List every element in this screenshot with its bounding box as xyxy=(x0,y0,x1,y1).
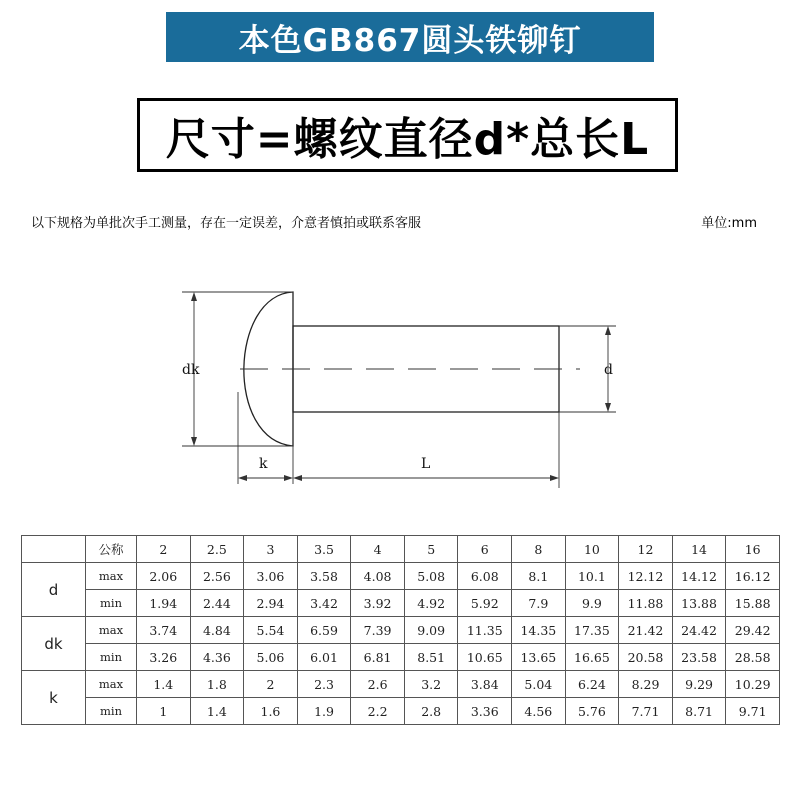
dimension-name-cell: dk xyxy=(22,617,86,671)
value-cell: 15.88 xyxy=(726,590,780,617)
value-cell: 3.26 xyxy=(137,644,191,671)
measurement-note: 以下规格为单批次手工测量，存在一定误差，介意者慎拍或联系客服 xyxy=(31,216,422,231)
nominal-size-cell: 8 xyxy=(512,536,566,563)
value-cell: 2.56 xyxy=(190,563,244,590)
table-row xyxy=(22,698,780,725)
value-cell: 3.06 xyxy=(244,563,298,590)
value-cell: 24.42 xyxy=(672,617,726,644)
value-cell: 4.84 xyxy=(190,617,244,644)
value-cell: 8.51 xyxy=(404,644,458,671)
value-cell: 6.08 xyxy=(458,563,512,590)
rivet-drawing xyxy=(170,280,613,495)
value-cell: 16.65 xyxy=(565,644,619,671)
limit-type-cell: max xyxy=(86,617,137,644)
value-cell: 9.09 xyxy=(404,617,458,644)
value-cell: 17.35 xyxy=(565,617,619,644)
value-cell: 9.29 xyxy=(672,671,726,698)
value-cell: 11.35 xyxy=(458,617,512,644)
nominal-size-cell: 2 xyxy=(137,536,191,563)
value-cell: 6.24 xyxy=(565,671,619,698)
value-cell: 2 xyxy=(244,671,298,698)
limit-type-cell: max xyxy=(86,671,137,698)
value-cell: 12.12 xyxy=(619,563,673,590)
product-title: 本色GB867圆头铁铆钉 xyxy=(166,12,654,62)
limit-type-cell: min xyxy=(86,644,137,671)
table-row xyxy=(22,590,780,617)
value-cell: 3.42 xyxy=(297,590,351,617)
value-cell: 1.6 xyxy=(244,698,298,725)
value-cell: 5.06 xyxy=(244,644,298,671)
limit-type-cell: min xyxy=(86,698,137,725)
value-cell: 5.08 xyxy=(404,563,458,590)
dimension-name-cell: d xyxy=(22,563,86,617)
dk-label: dk xyxy=(182,362,200,378)
value-cell: 1.9 xyxy=(297,698,351,725)
size-definition: 尺寸=螺纹直径d*总长L xyxy=(137,98,678,172)
nominal-size-cell: 12 xyxy=(619,536,673,563)
table-row xyxy=(22,671,780,698)
value-cell: 2.94 xyxy=(244,590,298,617)
value-cell: 4.56 xyxy=(512,698,566,725)
value-cell: 4.92 xyxy=(404,590,458,617)
value-cell: 10.29 xyxy=(726,671,780,698)
limit-type-cell: max xyxy=(86,563,137,590)
value-cell: 21.42 xyxy=(619,617,673,644)
d-label: d xyxy=(604,362,613,378)
table-row xyxy=(22,644,780,671)
value-cell: 6.81 xyxy=(351,644,405,671)
value-cell: 1.8 xyxy=(190,671,244,698)
L-label: L xyxy=(421,456,431,472)
limit-type-cell: min xyxy=(86,590,137,617)
value-cell: 23.58 xyxy=(672,644,726,671)
value-cell: 8.1 xyxy=(512,563,566,590)
value-cell: 3.58 xyxy=(297,563,351,590)
value-cell: 7.71 xyxy=(619,698,673,725)
value-cell: 4.08 xyxy=(351,563,405,590)
value-cell: 14.12 xyxy=(672,563,726,590)
value-cell: 9.9 xyxy=(565,590,619,617)
value-cell: 28.58 xyxy=(726,644,780,671)
nominal-size-cell: 4 xyxy=(351,536,405,563)
value-cell: 2.06 xyxy=(137,563,191,590)
value-cell: 2.8 xyxy=(404,698,458,725)
value-cell: 10.1 xyxy=(565,563,619,590)
value-cell: 14.35 xyxy=(512,617,566,644)
spec-table xyxy=(21,535,780,725)
value-cell: 7.9 xyxy=(512,590,566,617)
value-cell: 5.54 xyxy=(244,617,298,644)
nominal-size-label: 公称 xyxy=(86,536,137,563)
value-cell: 13.88 xyxy=(672,590,726,617)
value-cell: 4.36 xyxy=(190,644,244,671)
dimension-name-cell: k xyxy=(22,671,86,725)
nominal-size-cell: 3.5 xyxy=(297,536,351,563)
value-cell: 13.65 xyxy=(512,644,566,671)
table-row xyxy=(22,617,780,644)
value-cell: 9.71 xyxy=(726,698,780,725)
value-cell: 5.76 xyxy=(565,698,619,725)
k-label: k xyxy=(259,456,268,472)
value-cell: 10.65 xyxy=(458,644,512,671)
value-cell: 5.04 xyxy=(512,671,566,698)
value-cell: 29.42 xyxy=(726,617,780,644)
value-cell: 1.94 xyxy=(137,590,191,617)
value-cell: 2.6 xyxy=(351,671,405,698)
value-cell: 3.92 xyxy=(351,590,405,617)
nominal-size-cell: 3 xyxy=(244,536,298,563)
value-cell: 3.2 xyxy=(404,671,458,698)
nominal-size-cell: 5 xyxy=(404,536,458,563)
value-cell: 20.58 xyxy=(619,644,673,671)
value-cell: 1 xyxy=(137,698,191,725)
unit-label: 单位:mm xyxy=(701,216,757,231)
table-row xyxy=(22,563,780,590)
value-cell: 1.4 xyxy=(190,698,244,725)
table-header-row xyxy=(22,536,780,563)
nominal-size-cell: 14 xyxy=(672,536,726,563)
value-cell: 6.01 xyxy=(297,644,351,671)
value-cell: 7.39 xyxy=(351,617,405,644)
nominal-size-cell: 6 xyxy=(458,536,512,563)
nominal-size-cell: 10 xyxy=(565,536,619,563)
value-cell: 11.88 xyxy=(619,590,673,617)
value-cell: 3.36 xyxy=(458,698,512,725)
value-cell: 2.3 xyxy=(297,671,351,698)
value-cell: 1.4 xyxy=(137,671,191,698)
value-cell: 8.71 xyxy=(672,698,726,725)
value-cell: 6.59 xyxy=(297,617,351,644)
value-cell: 2.44 xyxy=(190,590,244,617)
nominal-size-cell: 16 xyxy=(726,536,780,563)
value-cell: 5.92 xyxy=(458,590,512,617)
nominal-size-cell: 2.5 xyxy=(190,536,244,563)
value-cell: 8.29 xyxy=(619,671,673,698)
value-cell: 3.84 xyxy=(458,671,512,698)
value-cell: 2.2 xyxy=(351,698,405,725)
value-cell: 16.12 xyxy=(726,563,780,590)
header-blank-cell xyxy=(22,536,86,563)
value-cell: 3.74 xyxy=(137,617,191,644)
